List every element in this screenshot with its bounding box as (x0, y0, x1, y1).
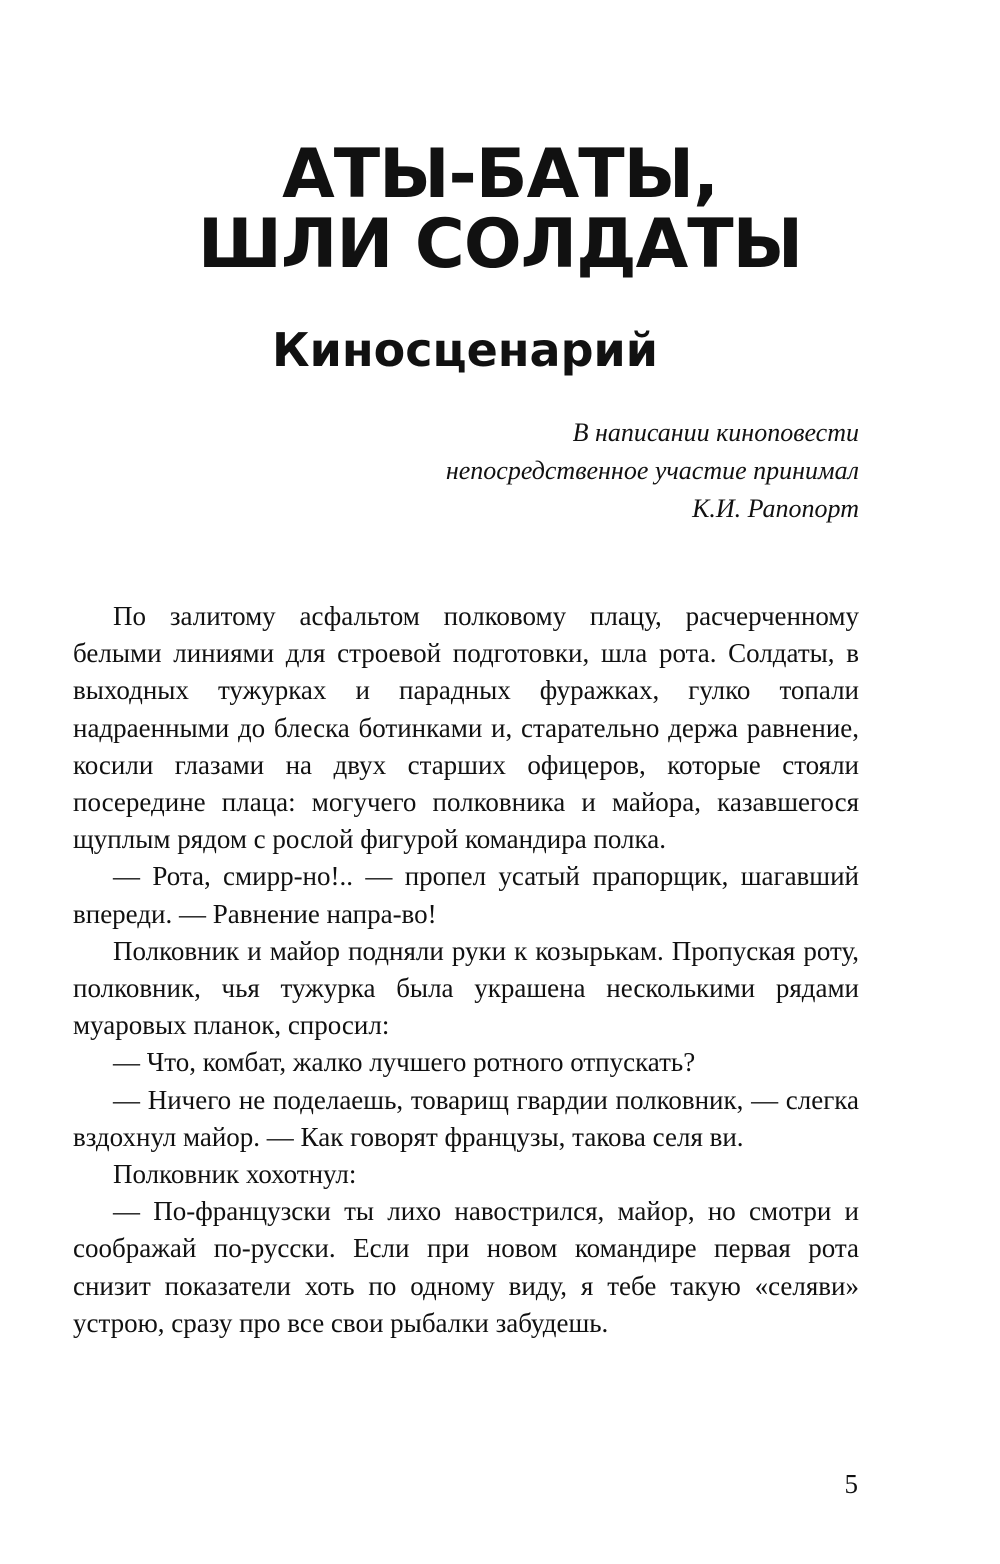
paragraph: — По-французски ты лихо навострился, майор, но смотри и соображай по-русски. Если при новом командире первая рота снизит показатели хоть по одному виду, я тебе такую «селяви» устрою, сразу про все свои рыбалки забудешь. (73, 1196, 859, 1338)
paragraph: — Что, комбат, жалко лучшего ротного отпускать? (113, 1047, 696, 1078)
chapter-subtitle: Киносценарий (272, 323, 658, 377)
epigraph-line-2: непосредственное участие принимал (445, 456, 859, 485)
body-text (73, 598, 859, 1342)
paragraph: По залитому асфальтом полковому плацу, расчерченному белыми линиями для строевой подготовки, шла рота. Солдаты, в выходных тужурках и парадных фуражках, гулко топали надраенными до блеска ботинками и, старательно держа равнение, косили глазами на двух старших офицеров, которые стояли посередине плаца: могучего полковника и майора, казавшегося щуплым рядом с рослой фигурой командира полка. (73, 601, 859, 855)
chapter-title (0, 135, 1000, 284)
paragraph: Полковник и майор подняли руки к козырькам. Пропуская роту, полковник, чья тужурка была украшена несколькими рядами муаровых планок, спросил: (73, 935, 859, 1041)
paragraph: Полковник хохотнул: (113, 1159, 357, 1190)
chapter-title-line-2: ШЛИ СОЛДАТЫ (197, 205, 803, 284)
epigraph-line-3: К.И. Рапопорт (692, 494, 859, 523)
epigraph-line-1: В написании киноповести (572, 418, 859, 447)
paragraph: — Рота, смирр-но!.. — пропел усатый прапорщик, шагавший впереди. — Равнение напра-во! (73, 861, 859, 929)
chapter-title-line-1: АТЫ-БАТЫ, (282, 135, 718, 214)
epigraph (159, 414, 859, 528)
paragraph: — Ничего не поделаешь, товарищ гвардии полковник, — слегка вздохнул майор. — Как говорят французы, такова селя ви. (73, 1084, 859, 1152)
page-number: 5 (844, 1469, 858, 1499)
